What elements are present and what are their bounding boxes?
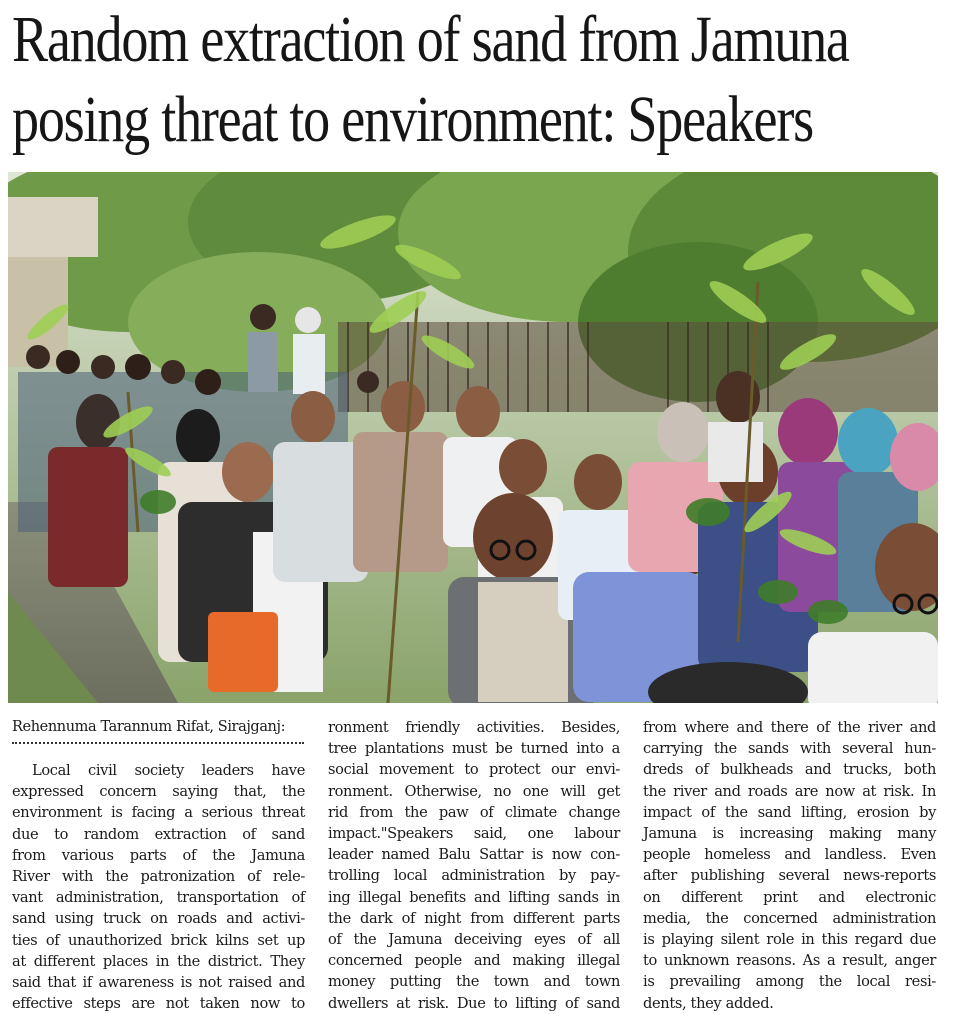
byline-divider <box>12 742 304 744</box>
column-2-line: money putting the town and town <box>328 973 620 991</box>
column-1-line: due to random extraction of sand <box>12 825 305 843</box>
column-2-line: tree plantations must be turned into a <box>328 740 620 758</box>
column-3-line: to unknown reasons. As a result, anger <box>643 952 936 970</box>
column-1-line: vant administration, transportation of <box>12 889 305 907</box>
article-column-3 <box>643 717 936 1014</box>
column-1-line: from various parts of the Jamuna <box>12 846 305 864</box>
column-2-line: ronment. Otherwise, no one will get <box>328 782 620 800</box>
column-3-line: from where and there of the river and <box>643 719 936 736</box>
column-2-line: ing illegal benefits and lifting sands in <box>328 888 620 906</box>
column-2-line: the dark of night from different parts <box>328 909 620 927</box>
column-3-line: the river and roads are now at risk. In <box>643 782 936 800</box>
column-1-line: said that if awareness is not raised and <box>12 974 305 992</box>
headline-line-1: Random extraction of sand from Jamuna <box>12 3 849 76</box>
column-1-line: effective steps are not taken now to <box>12 995 305 1013</box>
column-3-line: dents, they added. <box>643 994 774 1012</box>
column-2-line: impact."Speakers said, one labour <box>328 825 620 843</box>
column-3-line: on different print and electronic <box>643 888 936 906</box>
headline <box>12 0 849 160</box>
column-3-line: carrying the sands with several hun- <box>643 740 936 758</box>
news-photo <box>8 172 938 703</box>
column-3-line: is prevailing among the local resi- <box>643 973 936 991</box>
column-2-line: dwellers at risk. Due to lifting of sand <box>328 994 620 1012</box>
column-1-line: at different places in the district. They <box>12 952 305 970</box>
column-3-line: dreds of bulkheads and trucks, both <box>643 761 936 779</box>
column-3-line: is playing silent role in this regard due <box>643 931 936 949</box>
column-1-line: River with the patronization of rele- <box>12 868 305 886</box>
column-1-line: environment is facing a serious threat <box>12 804 305 822</box>
column-2-line: leader named Balu Sattar is now con- <box>328 846 620 864</box>
column-3-line: impact of the sand lifting, erosion by <box>643 803 936 821</box>
column-3-line: people homeless and landless. Even <box>643 846 936 864</box>
column-1-line: sand using truck on roads and activi- <box>12 910 305 928</box>
column-2-line: ronment friendly activities. Besides, <box>328 719 620 736</box>
column-2-line: rid from the paw of climate change <box>328 803 620 821</box>
column-3-line: after publishing several news-reports <box>643 867 936 885</box>
column-3-line: media, the concerned administration <box>643 909 936 927</box>
column-1-line: Local civil society leaders have <box>32 762 305 779</box>
column-1-line: expressed concern saying that, the <box>12 783 305 801</box>
column-3-line: Jamuna is increasing making many <box>643 825 936 843</box>
column-2-line: concerned people and making illegal <box>328 952 620 970</box>
article-column-1 <box>12 760 305 1014</box>
article-column-2 <box>328 717 620 1014</box>
column-1-line: ties of unauthorized brick kilns set up <box>12 931 305 949</box>
column-2-line: social movement to protect our envi- <box>328 761 620 779</box>
column-2-line: of the Jamuna deceiving eyes of all <box>328 931 620 949</box>
article-byline: Rehennuma Tarannum Rifat, Sirajganj: <box>12 719 286 735</box>
headline-line-2: posing threat to environment: Speakers <box>12 83 813 156</box>
column-2-line: trolling local administration by pay- <box>328 867 620 885</box>
